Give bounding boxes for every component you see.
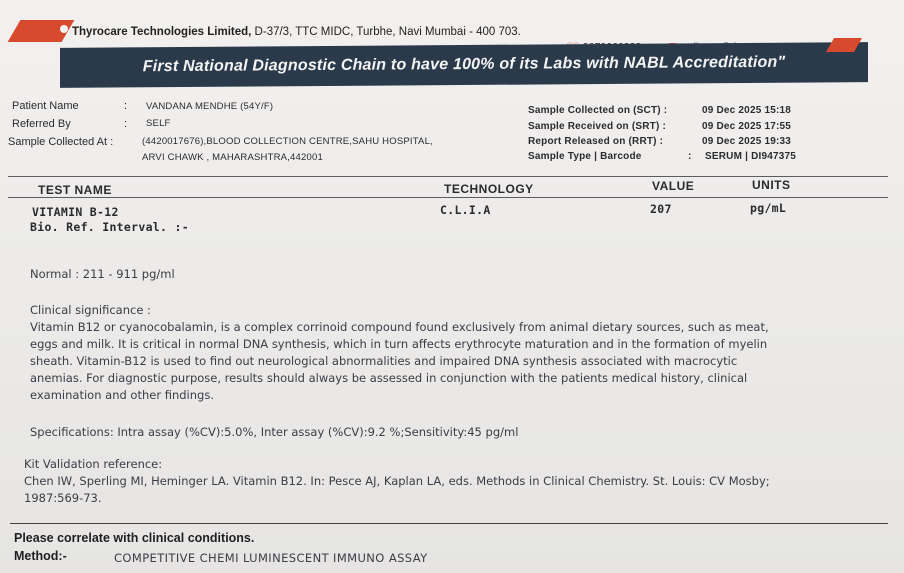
colon: : — [124, 100, 128, 112]
clinical-line: Vitamin B12 or cyanocobalamin, is a complex corrinoid compound found exclusively from animal dietary sources, such as meat, — [30, 320, 769, 334]
sample-type-value: SERUM | DI947375 — [705, 151, 797, 162]
colon: : — [688, 151, 692, 162]
banner-text: First National Diagnostic Chain to have 100% of its Labs with NABL Accreditation" — [142, 53, 786, 76]
clinical-line: eggs and milk. It is critical in normal DNA synthesis, which in turn affects erythrocyte maturation and in the formation of myelin — [30, 337, 768, 351]
value-cell: 207 — [650, 202, 672, 216]
clinical-line: examination and other findings. — [30, 388, 214, 402]
company-name: Thyrocare Technologies Limited, — [72, 26, 252, 38]
units-cell: pg/mL — [750, 201, 787, 215]
patient-name-label: Patient Name — [12, 100, 79, 112]
clinical-significance-text — [30, 319, 769, 404]
sct-label: Sample Collected on (SCT) : — [528, 105, 668, 116]
method-value: COMPETITIVE CHEMI LUMINESCENT IMMUNO ASSAY — [114, 551, 428, 565]
thyrocare-logo-icon — [30, 20, 70, 42]
divider — [8, 197, 888, 198]
divider — [10, 523, 888, 524]
company-address: D-37/3, TTC MIDC, Turbhe, Navi Mumbai - 400 703. — [251, 26, 521, 38]
method-label: Method:- — [14, 549, 67, 563]
referred-by-value: SELF — [146, 118, 171, 129]
col-header-value: VALUE — [652, 179, 695, 193]
patient-name-value: VANDANA MENDHE (54Y/F) — [146, 101, 274, 112]
sample-type-label: Sample Type | Barcode — [528, 151, 642, 162]
kit-validation-heading: Kit Validation reference: — [24, 457, 163, 471]
accreditation-banner — [60, 42, 868, 88]
clinical-line: anemias. For diagnostic purpose, results should always be assessed in conjunction with the patients medical history, clinical — [30, 371, 748, 385]
colon: : — [124, 118, 128, 130]
clinical-line: sheath. Vitamin-B12 is used to find out neurological abnormalities and impaired DNA synthesis associated with macrocytic — [30, 354, 738, 368]
divider — [8, 176, 888, 177]
srt-label: Sample Received on (SRT) : — [528, 121, 667, 132]
srt-value: 09 Dec 2025 17:55 — [702, 121, 792, 132]
col-header-test-name: TEST NAME — [38, 183, 112, 197]
kit-validation-text — [24, 473, 770, 507]
kit-line: 1987:569-73. — [24, 491, 102, 505]
col-header-units: UNITS — [752, 178, 791, 192]
sample-collected-at-label: Sample Collected At : — [8, 136, 114, 148]
technology-cell: C.L.I.A — [440, 203, 491, 217]
correlate-note: Please correlate with clinical conditions. — [14, 531, 255, 545]
specifications: Specifications: Intra assay (%CV):5.0%, Inter assay (%CV):9.2 %;Sensitivity:45 pg/ml — [30, 425, 519, 439]
rrt-value: 09 Dec 2025 19:33 — [702, 136, 792, 147]
col-header-technology: TECHNOLOGY — [444, 182, 534, 196]
sample-collected-at-line2: ARVI CHAWK , MAHARASHTRA,442001 — [142, 152, 323, 163]
kit-line: Chen IW, Sperling MI, Heminger LA. Vitamin B12. In: Pesce AJ, Kaplan LA, eds. Methods in Clinical Chemistry. St. Louis: CV Mosby; — [24, 474, 770, 488]
sct-value: 09 Dec 2025 15:18 — [702, 105, 792, 116]
clinical-significance-heading: Clinical significance : — [30, 303, 151, 317]
referred-by-label: Referred By — [12, 118, 71, 130]
company-address-line — [72, 26, 521, 38]
rrt-label: Report Released on (RRT) : — [528, 136, 664, 147]
normal-range: Normal : 211 - 911 pg/ml — [30, 267, 175, 281]
sample-collected-at-line1: (4420017676),BLOOD COLLECTION CENTRE,SAHU HOSPITAL, — [142, 136, 433, 147]
test-name-cell: VITAMIN B-12 — [32, 205, 119, 219]
bio-ref-interval: Bio. Ref. Interval. :- — [30, 220, 189, 234]
